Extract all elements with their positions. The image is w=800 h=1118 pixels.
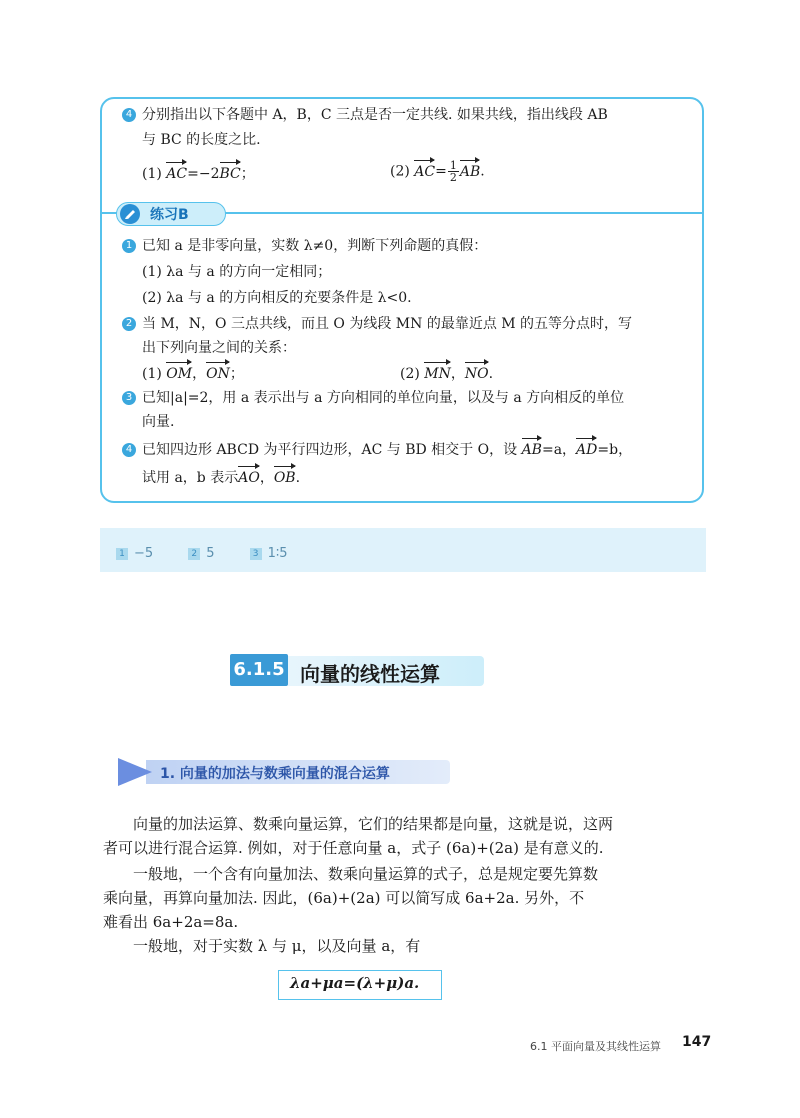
question-text: 试用 a，b 表示 — [142, 470, 239, 486]
question-number-badge: 1 — [122, 239, 136, 253]
question-text: 已知 a 是非零向量，实数 λ≠0，判断下列命题的真假： — [142, 238, 488, 254]
exercise-b-q2-part1: (1) OM，ON； — [142, 366, 244, 382]
answer-number: 2 — [188, 548, 200, 560]
exercise-a-q4-part1 — [142, 164, 255, 184]
subsection-title: 1. 向量的加法与数乘向量的混合运算 — [160, 766, 390, 782]
formula: λa+μa=(λ+μ)a. — [290, 974, 420, 992]
vector-mn: MN — [424, 366, 451, 382]
punct: ； — [240, 166, 255, 182]
part-label: (2) — [390, 163, 410, 180]
exercise-b-q4 — [122, 440, 632, 460]
vector-bc: BC — [219, 166, 241, 182]
punct: . — [488, 366, 494, 382]
exercise-a-q4 — [122, 105, 608, 125]
equation-text: =b， — [597, 442, 633, 458]
pencil-icon — [120, 204, 140, 224]
equation-text: =a， — [541, 442, 577, 458]
fraction-one-half: $\frac{1}{2}$ — [449, 159, 457, 184]
answer-number: 3 — [250, 548, 262, 560]
answer-list — [116, 542, 318, 561]
body-p1-line1: 向量的加法运算、数乘向量运算，它们的结果都是向量，这就是说，这两 — [133, 815, 614, 833]
vector-ab: AB — [521, 442, 542, 458]
section-number: 6.1.5 — [230, 654, 288, 686]
answer-value: −5 — [134, 546, 154, 561]
question-text: 当 M，N，O 三点共线，而且 O 为线段 MN 的最靠近点 M 的五等分点时，写 — [142, 316, 633, 332]
question-number-badge: 3 — [122, 391, 136, 405]
exercise-b-q2-line2: 出下列向量之间的关系： — [142, 340, 296, 356]
exercise-a-q4-part2 — [390, 160, 485, 183]
exercise-a-q4-line2: 与 BC 的长度之比. — [142, 132, 261, 148]
answer-value: 5 — [206, 546, 215, 561]
question-number-badge: 2 — [122, 317, 136, 331]
punct: ， — [259, 470, 274, 486]
vector-no: NO — [464, 366, 489, 382]
exercise-b-q3-line2: 向量. — [142, 414, 175, 430]
question-number-badge: 4 — [122, 108, 136, 122]
vector-ab: AB — [459, 163, 481, 180]
exercise-b-q4-line2 — [142, 468, 300, 488]
footer-section-label: 6.1 平面向量及其线性运算 — [530, 1040, 661, 1053]
exercise-b-q1-item2: (2) λa 与 a 的方向相反的充要条件是 λ<0. — [142, 290, 412, 306]
practice-b-label: 练习B — [150, 207, 189, 223]
vector-on: ON — [206, 366, 230, 382]
answer-band — [100, 528, 706, 572]
vector-om: OM — [166, 366, 193, 382]
vector-ac: AC — [414, 163, 436, 180]
question-text: 已知|a|=2，用 a 表示出与 a 方向相同的单位向量，以及与 a 方向相反的单位 — [142, 390, 625, 406]
body-p3-line1: 一般地，对于实数 λ 与 μ，以及向量 a，有 — [133, 937, 421, 955]
body-p2-line3: 难看出 6a+2a=8a. — [103, 913, 239, 931]
vector-ad: AD — [576, 442, 598, 458]
punct: . — [480, 163, 485, 180]
exercise-b-q3 — [122, 388, 624, 408]
equation-op: = — [435, 163, 447, 180]
answer-number: 1 — [116, 548, 128, 560]
equation-op: =−2 — [187, 166, 220, 182]
section-title: 向量的线性运算 — [300, 662, 440, 686]
exercise-b-q2-part2: (2) MN，NO. — [400, 366, 494, 382]
vector-ac: AC — [166, 166, 188, 182]
exercise-b-q2 — [122, 314, 632, 334]
page-number: 147 — [682, 1034, 712, 1050]
body-p2-line1: 一般地，一个含有向量加法、数乘向量运算的式子，总是规定要先算数 — [133, 865, 599, 883]
question-number-badge: 4 — [122, 443, 136, 457]
vector-ao: AO — [238, 470, 260, 486]
vector-ob: OB — [273, 470, 296, 486]
punct: . — [295, 470, 301, 486]
part-label: (1) — [142, 366, 162, 382]
part-label: (2) — [400, 366, 420, 382]
body-p2-line2: 乘向量，再算向量加法. 因此，(6a)+(2a) 可以简写成 6a+2a. 另外，不 — [103, 889, 585, 907]
part-label: (1) — [142, 166, 162, 182]
exercise-b-q1 — [122, 236, 487, 256]
question-text: 已知四边形 ABCD 为平行四边形，AC 与 BD 相交于 O，设 — [142, 442, 522, 458]
exercise-b-q1-item1: (1) λa 与 a 的方向一定相同； — [142, 264, 332, 280]
body-p1-line2: 者可以进行混合运算. 例如，对于任意向量 a，式子 (6a)+(2a) 是有意义的. — [103, 839, 604, 857]
answer-value: 1∶5 — [267, 546, 288, 561]
punct: ； — [229, 366, 244, 382]
arrow-icon — [118, 758, 152, 786]
question-text: 分别指出以下各题中 A，B，C 三点是否一定共线. 如果共线，指出线段 AB — [142, 107, 608, 123]
